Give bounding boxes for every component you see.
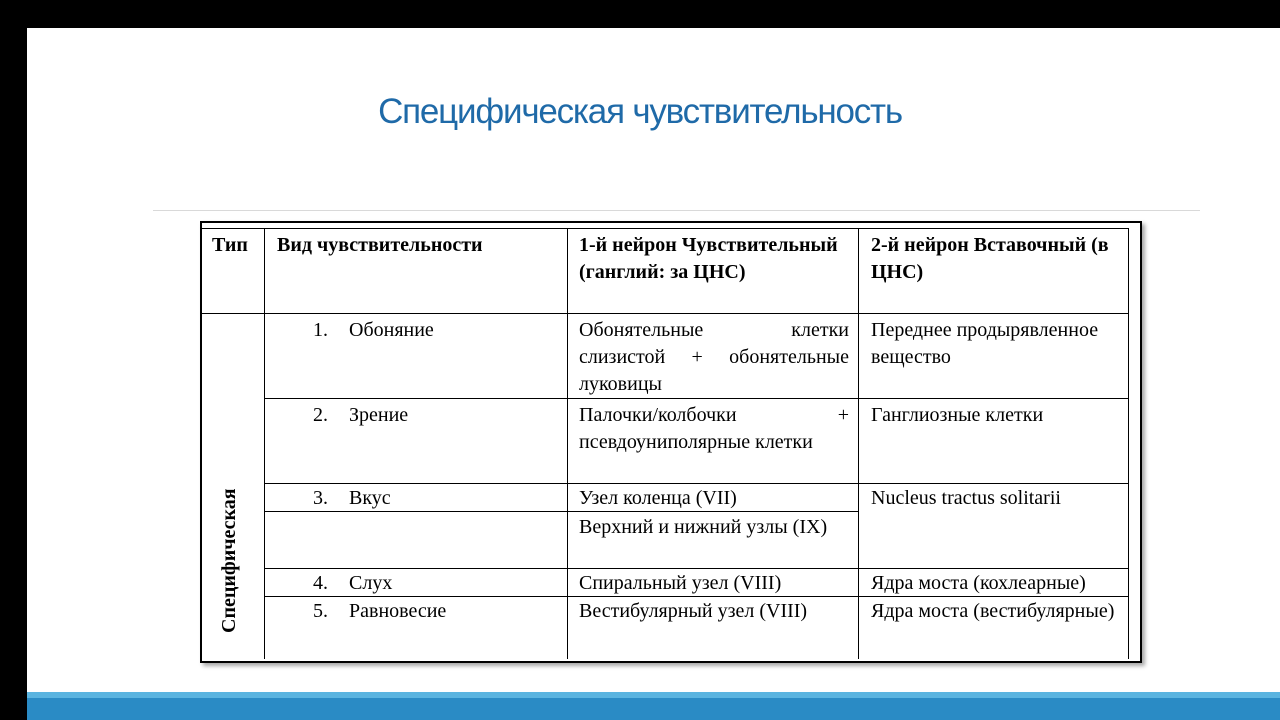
row-neuron-2: Nucleus tractus solitarii xyxy=(871,487,1061,509)
row-neuron-1: Узел коленца (VII) xyxy=(579,487,737,509)
row-number: 3. xyxy=(313,487,328,509)
row-number: 4. xyxy=(313,572,328,594)
header-neuron-2: 2-й нейрон Вставочный (в ЦНС) xyxy=(871,234,1109,283)
row-number: 2. xyxy=(313,404,328,426)
row-neuron-1: Палочки/колбочки + псевдоуниполярные клетки xyxy=(579,404,849,453)
row-neuron-1: Вестибулярный узел (VIII) xyxy=(579,600,808,622)
row-kind: Обоняние xyxy=(349,319,434,341)
row-number: 5. xyxy=(313,600,328,622)
row-neuron-1-extra: Верхний и нижний узлы (IX) xyxy=(579,516,828,538)
col-divider xyxy=(858,228,859,659)
row-neuron-1: Спиральный узел (VIII) xyxy=(579,572,782,594)
slide-title: Специфическая чувствительность xyxy=(378,92,902,131)
header-neuron-1: 1-й нейрон Чувствительный (ганглий: за ЦНС) xyxy=(579,234,838,283)
sensitivity-table xyxy=(200,221,1142,663)
row-kind: Равновесие xyxy=(349,600,447,622)
row-kind: Зрение xyxy=(349,404,409,426)
row-divider xyxy=(202,313,1128,314)
row-neuron-1: Обонятельные клетки слизистой + обонятельные луковицы xyxy=(579,319,849,395)
header-kind: Вид чувствительности xyxy=(277,234,483,256)
row-divider xyxy=(264,483,1128,484)
row-neuron-2: Переднее продырявленное вещество xyxy=(871,319,1099,368)
col-divider xyxy=(567,228,568,659)
row-neuron-2: Ядра моста (вестибулярные) xyxy=(871,600,1115,622)
row-kind: Вкус xyxy=(349,487,391,509)
table-inner-border xyxy=(202,228,1128,229)
col-divider xyxy=(264,228,265,659)
title-divider xyxy=(153,210,1200,211)
row-divider xyxy=(264,398,1128,399)
footer-bar-highlight xyxy=(27,692,1280,698)
header-type: Тип xyxy=(212,234,248,256)
row-neuron-2: Ганглиозные клетки xyxy=(871,404,1044,426)
row-divider xyxy=(264,568,1128,569)
row-kind: Слух xyxy=(349,572,393,594)
row-neuron-2: Ядра моста (кохлеарные) xyxy=(871,572,1086,594)
type-value: Специфическая xyxy=(218,488,240,633)
row-number: 1. xyxy=(313,319,328,341)
